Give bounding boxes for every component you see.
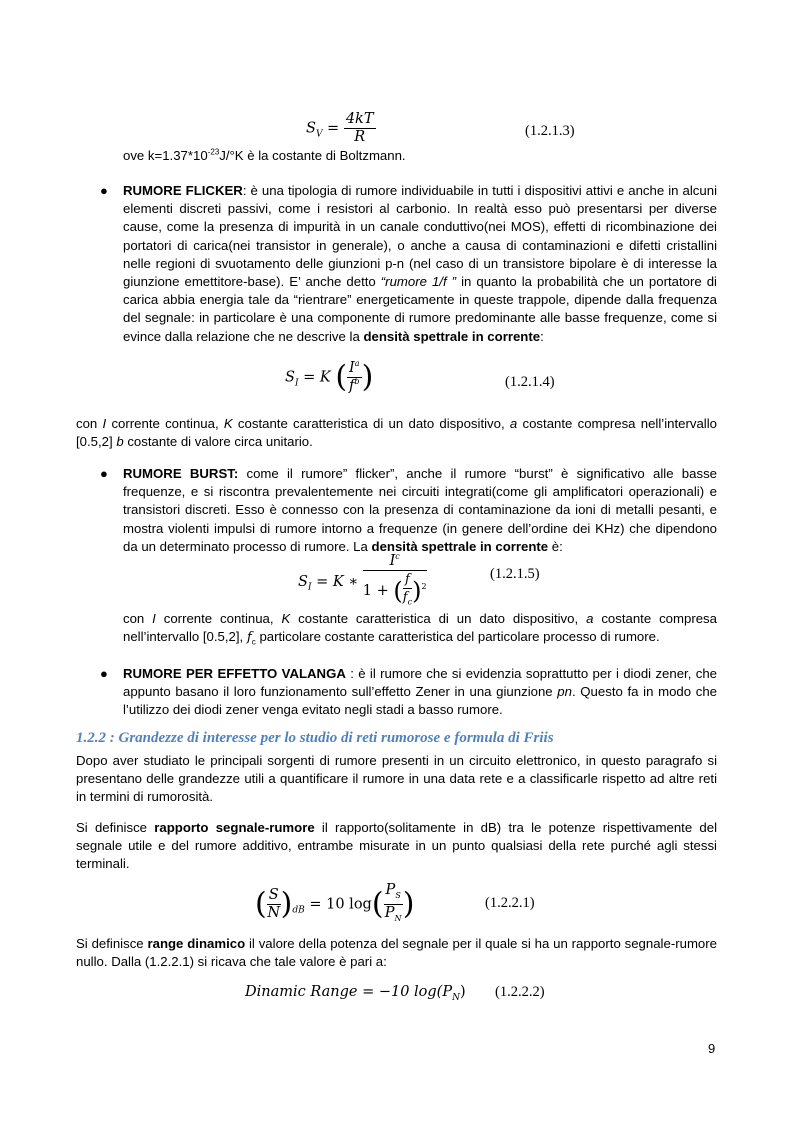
bullet-icon: ● — [100, 666, 108, 681]
bullet-icon: ● — [100, 183, 108, 198]
equation-1-2-2-1: ( $\frac{S}{N}$ )$_{dB} = 10$ log( $\frac{P_S}{P_N}$ ) — [255, 882, 415, 923]
equation-1-2-1-5: $S_I = K$ ∗ $I^c$ 1 + ( $\frac{f}{f_c}$ )$^2$ — [298, 552, 427, 607]
burst-explanation: con I corrente continua, K costante caratteristica di un dato dispositivo, a costante compresa nell’intervallo [0.5,2], $f_c$ particolare costante caratteristica del particolare processo di rumore. — [123, 611, 717, 647]
equation-1-2-1-4: $S_I = K$ ( $\frac{I^a}{f^b}$ ) — [285, 359, 374, 395]
equation-number: (1.2.2.1) — [485, 895, 535, 911]
section-heading: 1.2.2 : Grandezze di interesse per lo studio di reti rumorose e formula di Friis — [76, 730, 554, 746]
burst-paragraph: RUMORE BURST: come il rumore” flicker”, anche il rumore “burst” è significativo alle basse frequenze, e si riscontra prevalentemente nei circuiti integrati(come gli amplificatori operazionali) e transistori discreti. Esso è connesso con la presenza di contaminazione da ioni di metalli pesanti, e mostra violenti impulsi di rumore intorno a frequenze (in genere dell’ordine dei KHz) che dipendono da un determinato processo di rumore. La densità spettrale in corrente è: — [123, 466, 717, 554]
equation-number: (1.2.1.4) — [505, 374, 555, 390]
flicker-paragraph: RUMORE FLICKER: è una tipologia di rumore individuabile in tutti i dispositivi attivi e anche in alcuni elementi discreti passivi, come i resistori al carbonio. In realtà esso può presentarsi per diverse cause, come la presenza di impurità in un canale conduttivo(nei MOS), effetti di ricombinazione dei portatori di carica(nei transistor in generale), o anche a causa di contaminazioni e difetti cristallini nelle regioni di svuotamento delle giunzioni p-n (nel caso di un transistore bipolare è di interesse la giunzione emettitore-base). E’ anche detto “rumore 1/f ” in quanto la probabilità che un portatore di carica abbia energia tale da “rientrare” energeticamente in queste trappole, dipende dalla frequenza del segnale: in particolare è una componente di rumore predominante alle basse frequenze, come si evince dalla relazione che ne descrive la densità spettrale in corrente: — [123, 183, 718, 344]
equation-number: (1.2.1.5) — [490, 566, 540, 582]
bullet-icon: ● — [100, 466, 108, 481]
equation-1-2-1-3: $S_V$ = $\frac{4kT}{R}$ — [306, 111, 374, 145]
equation-number: (1.2.2.2) — [495, 984, 545, 1000]
snr-paragraph: Si definisce rapporto segnale-rumore il rapporto(solitamente in dB) tra le potenze rispettivamente del segnale utile e del rumore additivo, entrambe misurate in un punto qualsiasi della rete purché agli stessi terminali. — [76, 820, 717, 872]
equation-1-2-2-2: Dinamic Range = −10 $\log(P_N)$ — [245, 984, 466, 1003]
range-paragraph: Si definisce range dinamico il valore della potenza del segnale per il quale si ha un rapporto segnale-rumore nullo. Dalla (1.2.2.1) si ricava che tale valore è pari a: — [76, 936, 717, 970]
page-number: 9 — [708, 1041, 716, 1056]
valanga-paragraph: RUMORE PER EFFETTO VALANGA : è il rumore che si evidenzia soprattutto per i diodi zener, che appunto basano il loro funzionamento sull’effetto Zener in una giunzione pn. Questo fa in modo che l’utilizzo dei diodi zener venga evitato negli stadi a basso rumore. — [123, 666, 718, 718]
equation-number: (1.2.1.3) — [525, 123, 575, 139]
boltzmann-note: ove $k=1.37*10^{-23}J/^\circ K$ è la costante di Boltzmann. — [123, 147, 406, 163]
intro-paragraph: Dopo aver studiato le principali sorgenti di rumore presenti in un circuito elettronico, in questo paragrafo si presentano delle grandezze utili a quantificare il rumore in una data rete e a classificarle rispetto ad altre reti in termini di rumorosità. — [76, 753, 717, 805]
flicker-explanation: con I corrente continua, K costante caratteristica di un dato dispositivo, a costante compresa nell’intervallo [0.5,2] b costante di valore circa unitario. — [76, 416, 718, 450]
